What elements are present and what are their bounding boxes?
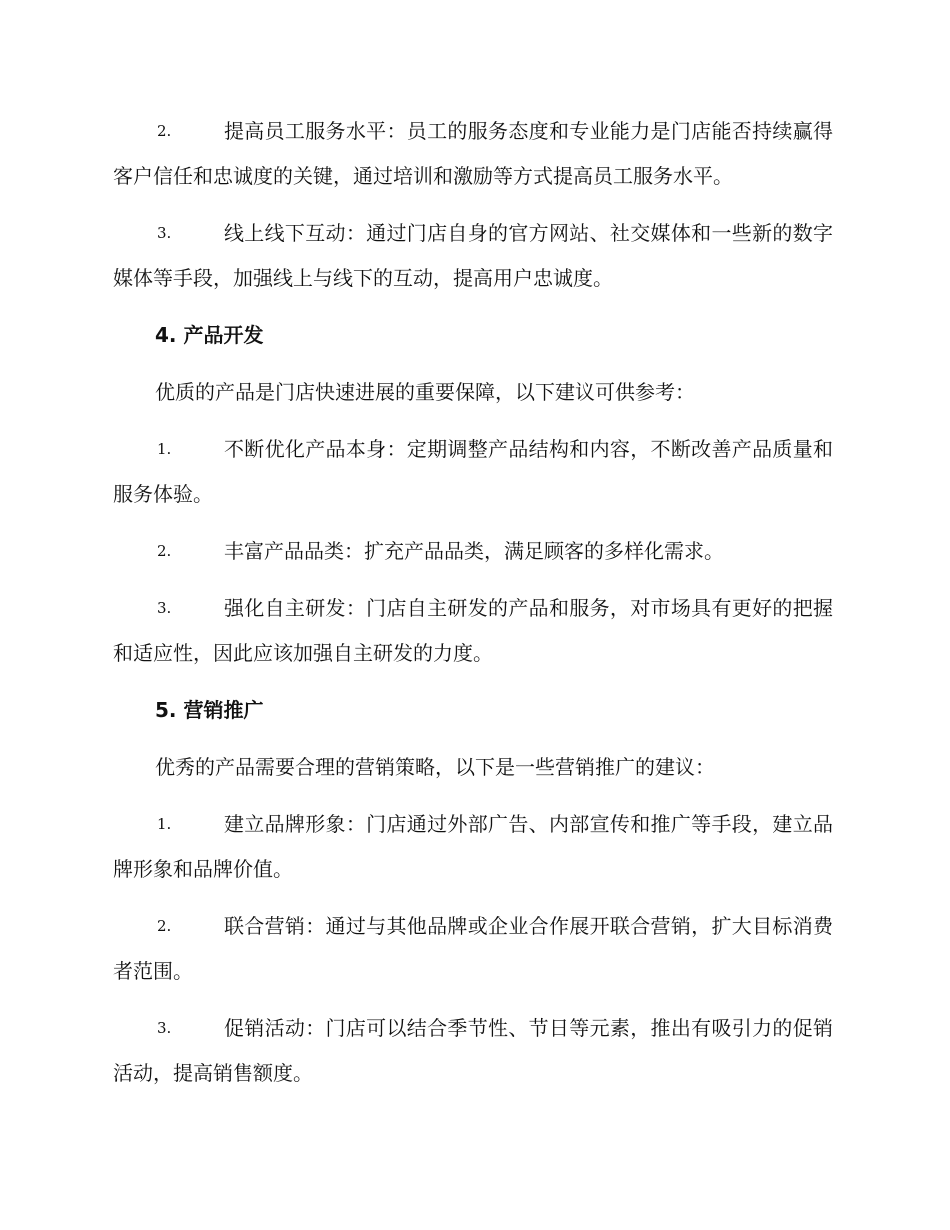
document-body [113,109,833,1108]
section-heading-product: 4. 产品开发 [155,323,264,347]
list-number: 1. [157,815,172,833]
section-intro-product: 优质的产品是门店快速进展的重要保障，以下建议可供参考： [155,380,695,404]
section-heading-marketing: 5. 营销推广 [155,698,264,722]
list-number: 2. [157,542,172,560]
list-item [113,529,833,574]
list-number: 2. [157,917,172,935]
list-item [113,586,833,676]
list-item [113,802,833,892]
list-number: 1. [157,440,172,458]
list-item [113,427,833,517]
list-text: 联合营销：通过与其他品牌或企业合作展开联合营销，扩大目标消费者范围。 [113,914,833,983]
list-text: 不断优化产品本身：定期调整产品结构和内容，不断改善产品质量和服务体验。 [113,437,833,506]
list-item [113,211,833,301]
list-text: 丰富产品品类：扩充产品品类，满足顾客的多样化需求。 [224,539,724,563]
list-text: 提高员工服务水平：员工的服务态度和专业能力是门店能否持续赢得客户信任和忠诚度的关键，通过培训和激励等方式提高员工服务水平。 [113,119,833,188]
list-item [113,109,833,199]
list-item [113,904,833,994]
list-number: 2. [157,122,172,140]
list-number: 3. [157,1019,172,1037]
section-intro-marketing: 优秀的产品需要合理的营销策略，以下是一些营销推广的建议： [155,755,715,779]
list-text: 建立品牌形象：门店通过外部广告、内部宣传和推广等手段，建立品牌形象和品牌价值。 [113,812,833,881]
list-text: 线上线下互动：通过门店自身的官方网站、社交媒体和一些新的数字媒体等手段，加强线上与线下的互动，提高用户忠诚度。 [113,221,833,290]
list-number: 3. [157,224,172,242]
list-text: 促销活动：门店可以结合季节性、节日等元素，推出有吸引力的促销活动，提高销售额度。 [113,1016,833,1085]
list-number: 3. [157,599,172,617]
list-text: 强化自主研发：门店自主研发的产品和服务，对市场具有更好的把握和适应性，因此应该加强自主研发的力度。 [113,596,833,665]
list-item [113,1006,833,1096]
